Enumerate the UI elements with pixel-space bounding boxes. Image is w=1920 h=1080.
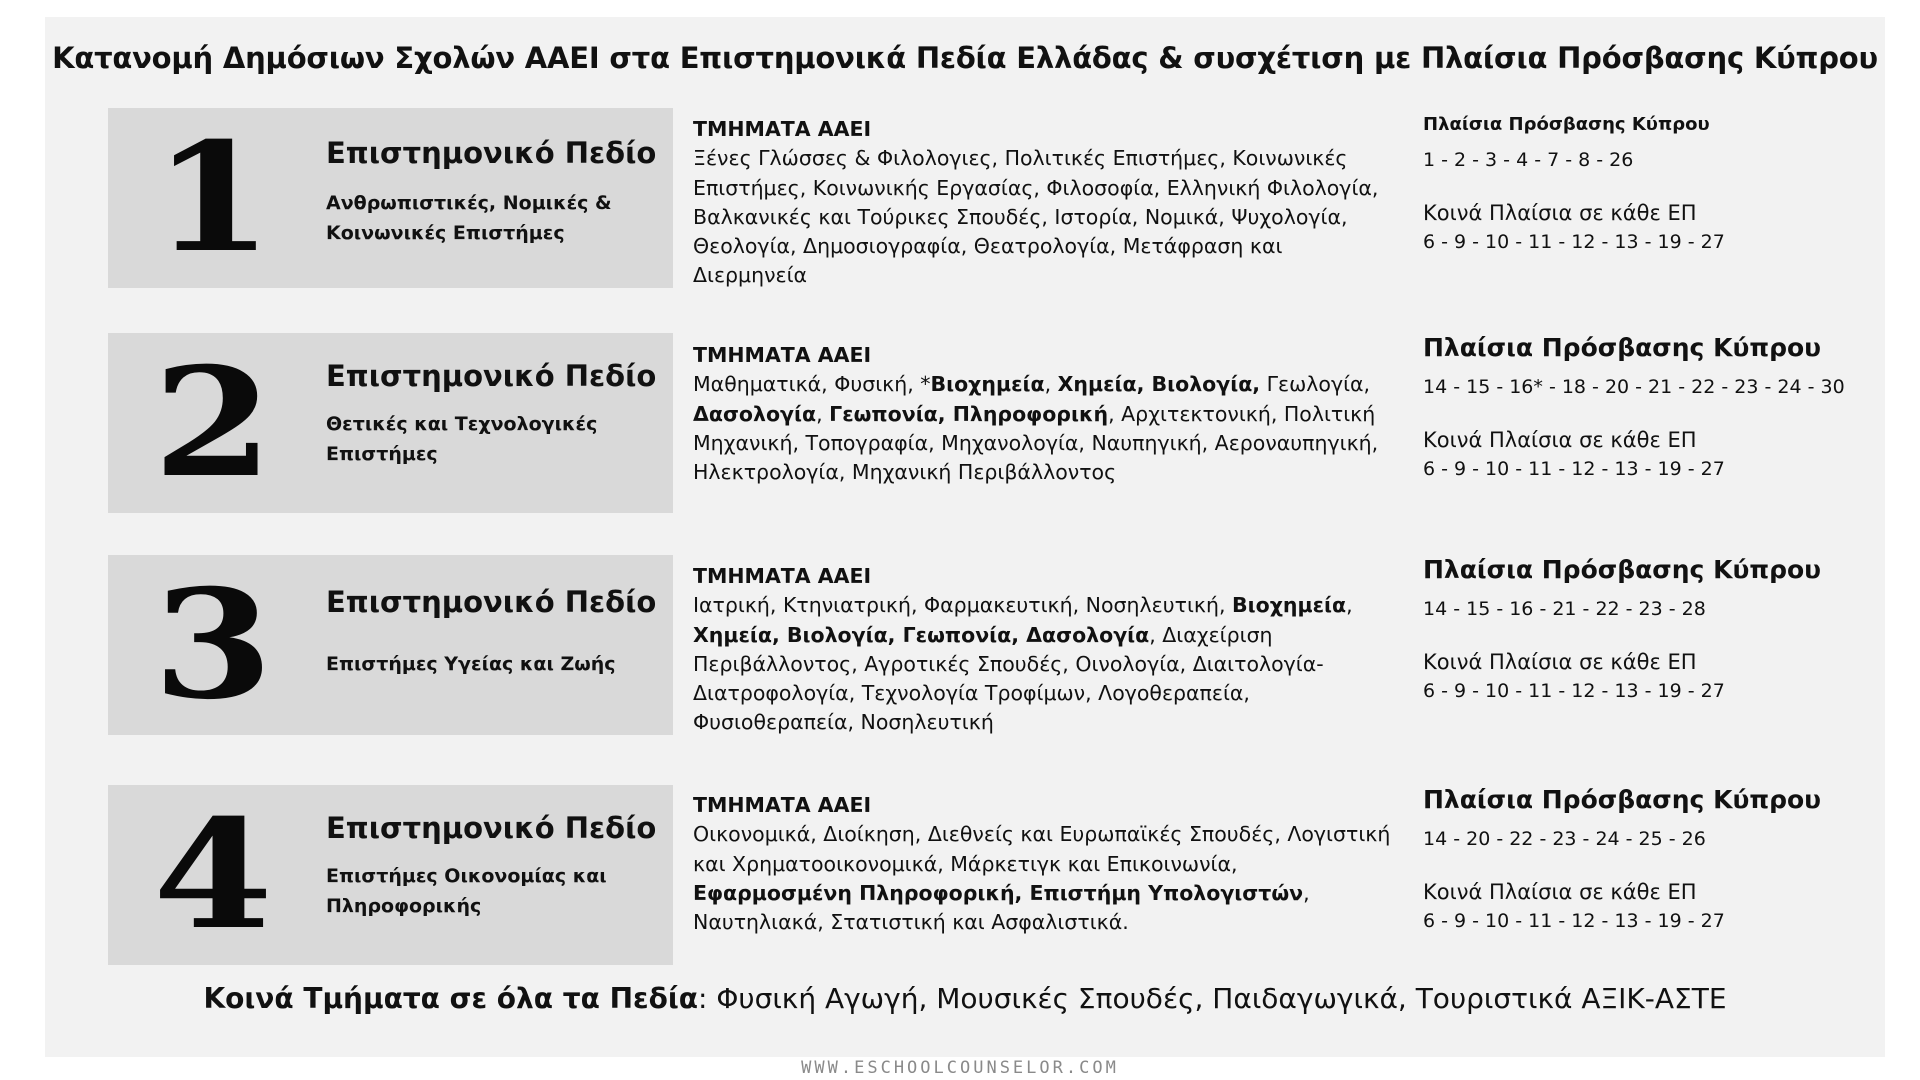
departments-list-1 — [693, 144, 1398, 290]
access-1 — [1423, 114, 1863, 253]
department-highlight: Χημεία, Βιολογία, Γεωπονία, Δασολογία — [693, 622, 1150, 647]
field-box-3 — [108, 555, 673, 735]
department-text: , Διαχείριση Περιβάλλοντος, Αγροτικές Σπουδές, Οινολογία, Διαιτολογία-Διατροφολογία, Τεχνολογία Τροφίμων, Λογοθεραπεία, Φυσιοθεραπεία, Νοσηλευτική — [693, 622, 1324, 735]
common-label-2: Κοινά Πλαίσια σε κάθε ΕΠ — [1423, 428, 1697, 452]
page-title: Κατανομή Δημόσιων Σχολών ΑΑΕΙ στα Επιστημονικά Πεδία Ελλάδας & συσχέτιση με Πλαίσια Πρόσβασης Κύπρου — [52, 41, 1878, 75]
departments-heading-3: ΤΜΗΜΑΤΑ ΑΑΕΙ — [693, 564, 872, 588]
departments-1 — [693, 115, 1398, 291]
field-box-1 — [108, 108, 673, 288]
departments-4 — [693, 791, 1398, 937]
access-title-4: Πλαίσια Πρόσβασης Κύπρου — [1423, 785, 1822, 814]
field-heading-4: Επιστημονικό Πεδίο — [326, 811, 657, 845]
field-heading-2: Επιστημονικό Πεδίο — [326, 359, 657, 393]
common-label-1: Κοινά Πλαίσια σε κάθε ΕΠ — [1423, 201, 1697, 225]
department-text: Μαθηματικά, Φυσική, * — [693, 372, 931, 397]
departments-2 — [693, 341, 1398, 487]
department-highlight: Γεωπονία, Πληροφορική — [829, 401, 1109, 426]
department-text: , Ναυτηλιακά, Στατιστική και Ασφαλιστικά. — [693, 880, 1310, 935]
department-text: , — [1346, 593, 1353, 618]
departments-list-2 — [693, 370, 1398, 487]
field-subtitle-2: Θετικές και Τεχνολογικές Επιστήμες — [326, 413, 598, 465]
department-highlight: Εφαρμοσμένη Πληροφορική, Επιστήμη Υπολογιστών — [693, 880, 1304, 905]
common-label-4: Κοινά Πλαίσια σε κάθε ΕΠ — [1423, 880, 1697, 904]
department-text: Οικονομικά, Διοίκηση, Διεθνείς και Ευρωπαϊκές Σπουδές, Λογιστική και Χρηματοοικονομικά, Μάρκετιγκ και Επικοινωνία, — [693, 822, 1391, 876]
access-values-4: 14 - 20 - 22 - 23 - 24 - 25 - 26 — [1423, 828, 1706, 850]
common-values-2: 6 - 9 - 10 - 11 - 12 - 13 - 19 - 27 — [1423, 458, 1725, 480]
departments-list-4 — [693, 820, 1398, 937]
infographic-panel — [45, 17, 1885, 1057]
field-subtitle-3: Επιστήμες Υγείας και Ζωής — [326, 653, 616, 675]
field-box-4 — [108, 785, 673, 965]
department-highlight: Χημεία, Βιολογία, — [1057, 372, 1261, 397]
common-label-3: Κοινά Πλαίσια σε κάθε ΕΠ — [1423, 650, 1697, 674]
department-highlight: Βιοχημεία — [1232, 593, 1347, 618]
departments-heading-2: ΤΜΗΜΑΤΑ ΑΑΕΙ — [693, 343, 872, 367]
departments-heading-1: ΤΜΗΜΑΤΑ ΑΑΕΙ — [693, 117, 872, 141]
field-number-3: 3 — [152, 557, 274, 733]
common-departments-footer — [45, 982, 1885, 1015]
common-values-3: 6 - 9 - 10 - 11 - 12 - 13 - 19 - 27 — [1423, 680, 1725, 702]
field-number-1: 1 — [152, 110, 274, 286]
departments-list-3 — [693, 591, 1398, 737]
field-subtitle-4: Επιστήμες Οικονομίας και Πληροφορικής — [326, 865, 607, 917]
access-values-2: 14 - 15 - 16* - 18 - 20 - 21 - 22 - 23 - 24 - 30 — [1423, 376, 1845, 398]
field-number-4: 4 — [152, 787, 274, 963]
access-2 — [1423, 333, 1863, 480]
field-heading-1: Επιστημονικό Πεδίο — [326, 136, 657, 170]
footer-text: : Φυσική Αγωγή, Μουσικές Σπουδές, Παιδαγωγικά, Τουριστικά ΑΞΙΚ-ΑΣΤΕ — [698, 982, 1727, 1015]
access-values-1: 1 - 2 - 3 - 4 - 7 - 8 - 26 — [1423, 149, 1634, 171]
department-highlight: Δασολογία — [693, 401, 817, 426]
access-3 — [1423, 555, 1863, 702]
common-values-4: 6 - 9 - 10 - 11 - 12 - 13 - 19 - 27 — [1423, 910, 1725, 932]
field-box-2 — [108, 333, 673, 513]
department-text: , Αρχιτεκτονική, Πολιτική Μηχανική, Τοπογραφία, Μηχανολογία, Ναυπηγική, Αεροναυπηγική, Ηλεκτρολογία, Μηχανική Περιβάλλοντος — [693, 401, 1379, 485]
website-url[interactable]: WWW.ESCHOOLCOUNSELOR.COM — [801, 1058, 1119, 1078]
department-highlight: Βιοχημεία — [930, 372, 1045, 397]
field-number-2: 2 — [152, 335, 274, 511]
field-heading-3: Επιστημονικό Πεδίο — [326, 585, 657, 619]
department-text: Γεωλογία, — [1260, 372, 1371, 397]
field-subtitle-1: Ανθρωπιστικές, Νομικές & Κοινωνικές Επιστήμες — [326, 192, 612, 244]
department-text: Ξένες Γλώσσες & Φιλολογιες, Πολιτικές Επιστήμες, Κοινωνικές Επιστήμες, Κοινωνικής Εργασίας, Φιλοσοφία, Ελληνική Φιλολογία, Βαλκανικές και Τούρικες Σπουδές, Ιστορία, Νομικά, Ψυχολογία, Θεολογία, Δημοσιογραφία, Θεατρολογία, Μετάφραση και Διερμηνεία — [693, 146, 1379, 288]
access-title-1: Πλαίσια Πρόσβασης Κύπρου — [1423, 114, 1710, 135]
department-text: , — [1044, 372, 1058, 397]
access-4 — [1423, 785, 1863, 932]
common-values-1: 6 - 9 - 10 - 11 - 12 - 13 - 19 - 27 — [1423, 231, 1725, 253]
access-title-2: Πλαίσια Πρόσβασης Κύπρου — [1423, 333, 1822, 362]
department-text: Ιατρική, Κτηνιατρική, Φαρμακευτική, Νοσηλευτική, — [693, 593, 1232, 618]
department-text: , — [816, 401, 830, 426]
departments-3 — [693, 562, 1398, 738]
access-values-3: 14 - 15 - 16 - 21 - 22 - 23 - 28 — [1423, 598, 1706, 620]
footer-label: Κοινά Τμήματα σε όλα τα Πεδία — [203, 982, 699, 1015]
access-title-3: Πλαίσια Πρόσβασης Κύπρου — [1423, 555, 1822, 584]
departments-heading-4: ΤΜΗΜΑΤΑ ΑΑΕΙ — [693, 793, 872, 817]
